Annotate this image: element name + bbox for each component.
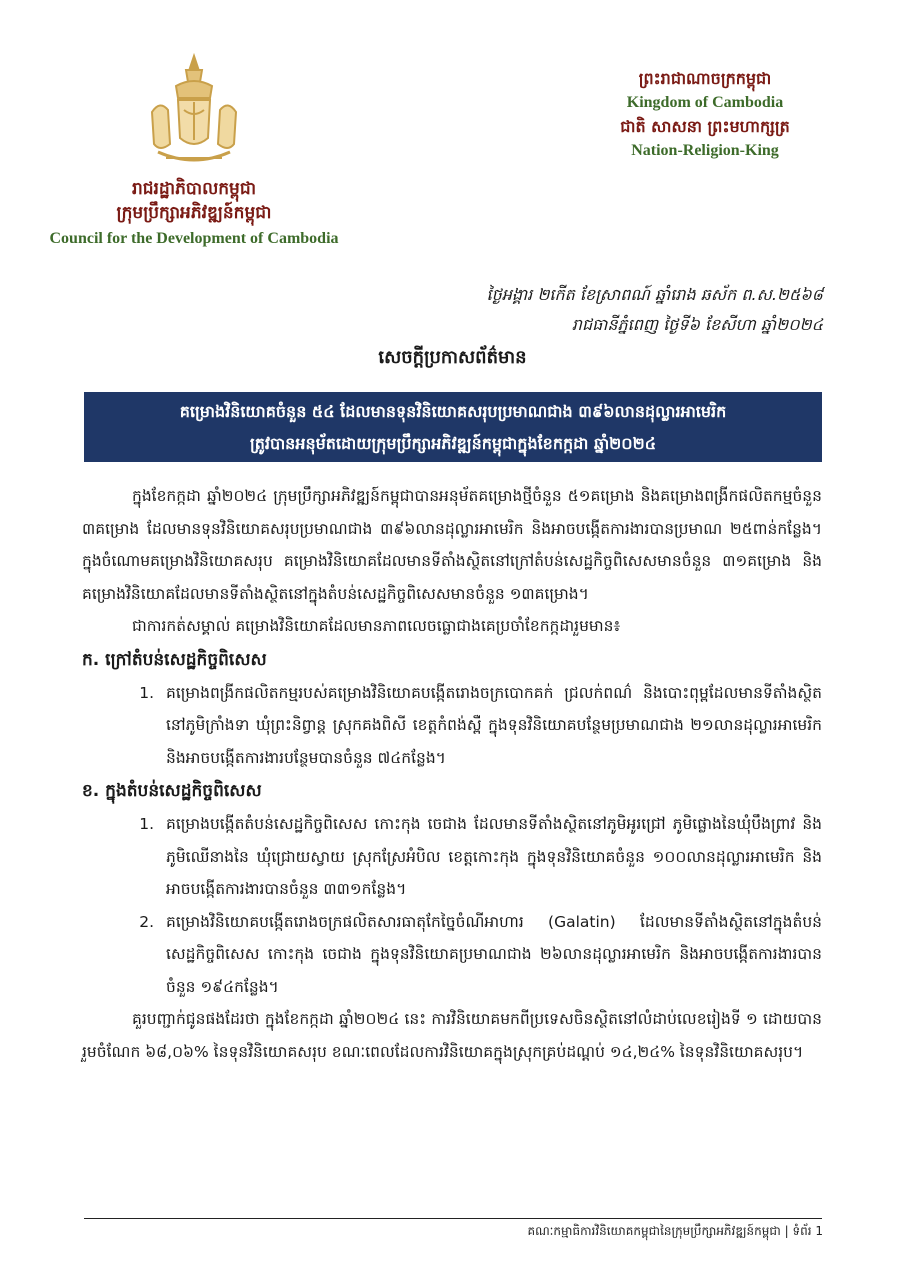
government-name-km: រាជរដ្ឋាភិបាលកម្ពុជា: [131, 179, 257, 199]
list-number: 2.: [139, 912, 154, 931]
headline-banner: [84, 392, 822, 462]
date-block: [487, 280, 823, 340]
kingdom-name-km: ព្រះរាជាណាចក្រកម្ពុជា: [638, 69, 772, 88]
list-item: [82, 677, 822, 775]
list-item: [82, 906, 822, 1004]
organization-header: [20, 178, 368, 250]
document-title: សេចក្តីប្រកាសព័ត៌មាន: [378, 347, 527, 368]
headline-line-1: គម្រោងវិនិយោគចំនួន ៥៤ ដែលមានទុនវិនិយោគសរុបប្រមាណជាង ៣៩៦លានដុល្លារអាមេរិក: [179, 402, 727, 421]
list-item-text: គម្រោងពង្រីកផលិតកម្មរបស់គម្រោងវិនិយោគបង្កើតរោងចក្របោកគក់ ជ្រលក់ពណ៌ និងបោះពុម្ពដែលមានទីតាំងស្ថិតនៅភូមិក្រាំងទា ឃុំព្រះនិព្វាន្ត ស្រុកគងពិសី ខេត្តកំពង់ស្ពឺ ក្នុងទុនវិនិយោគបន្ថែមប្រមាណជាង ២១លានដុល្លារអាមេរិក និងអាចបង្កើតការងារបន្ថែមបានចំនួន ៧៤កន្លែង។: [166, 683, 822, 767]
council-name-en: Council for the Development of Cambodia: [49, 230, 339, 247]
lunar-date: ថ្ងៃអង្គារ ២កើត ខែស្រាពណ៍ ឆ្នាំរោង ឆស័ក ព.ស.២៥៦៨: [486, 285, 823, 304]
headline-line-2: ត្រូវបានអនុម័តដោយក្រុមប្រឹក្សាអភិវឌ្ឍន៍កម្ពុជាក្នុងខែកក្កដា ឆ្នាំ២០២៤: [249, 434, 657, 453]
closing-paragraph: គួរបញ្ជាក់ជូនផងដែរថា ក្នុងខែកក្កដា ឆ្នាំ២០២៤ នេះ ការវិនិយោគមកពីប្រទេសចិនស្ថិតនៅលំដាប់លេខរៀងទី ១ ដោយបានរួមចំណែក ៦៨,០៦% នៃទុនវិនិយោគសរុប ខណៈពេលដែលការវិនិយោគក្នុងស្រុកគ្រប់ដណ្តប់ ១៤,២៤% នៃទុនវិនិយោគសរុប។: [82, 1010, 822, 1061]
section-heading-outside-sez: ក. ក្រៅតំបន់សេដ្ឋកិច្ចពិសេស: [82, 649, 267, 670]
intro-paragraph: ក្នុងខែកក្កដា ឆ្នាំ២០២៤ ក្រុមប្រឹក្សាអភិវឌ្ឍន៍កម្ពុជាបានអនុម័តគម្រោងថ្មីចំនួន ៥១គម្រោង និងគម្រោងពង្រីកផលិតកម្មចំនួន ៣គម្រោង ដែលមានទុនវិនិយោគសរុបប្រមាណជាង ៣៩៦លានដុល្លារអាមេរិក និងអាចបង្កើតការងារបានប្រមាណ ២៥ពាន់កន្លែង។ ក្នុងចំណោមគម្រោងវិនិយោគសរុប គម្រោងវិនិយោគដែលមានទីតាំងស្ថិតនៅក្រៅតំបន់សេដ្ឋកិច្ចពិសេសមានចំនួន ៣១គម្រោង និងគម្រោងវិនិយោគដែលមានទីតាំងស្ថិតនៅក្នុងតំបន់សេដ្ឋកិច្ចពិសេសមានចំនួន ១៣គម្រោង។: [82, 487, 822, 603]
page-footer: គណៈកម្មាធិការវិនិយោគកម្ពុជានៃក្រុមប្រឹក្សាអភិវឌ្ឍន៍កម្ពុជា | ទំព័រ 1: [527, 1224, 823, 1238]
note-paragraph: ជាការកត់សម្គាល់ គម្រោងវិនិយោគដែលមានភាពលេចធ្លោជាងគេប្រចាំខែកក្កដារួមមាន៖: [132, 617, 621, 635]
kingdom-header: [590, 68, 820, 164]
list-item-text: គម្រោងវិនិយោគបង្កើតរោងចក្រផលិតសារធាតុកែច្នៃចំណីអាហារ (Galatin) ដែលមានទីតាំងស្ថិតនៅក្នុងតំបន់សេដ្ឋកិច្ចពិសេស កោះកុង ចេជាង ក្នុងទុនវិនិយោគប្រមាណជាង ២៦លានដុល្លារអាមេរិក និងអាចបង្កើតការងារបានចំនួន ១៩៤កន្លែង។: [166, 912, 822, 996]
footer-divider: [84, 1218, 822, 1219]
motto-en: Nation-Religion-King: [631, 142, 779, 159]
royal-arms-emblem-icon: [138, 52, 250, 170]
list-item: [82, 808, 822, 906]
kingdom-name-en: Kingdom of Cambodia: [626, 94, 784, 111]
list-number: 1.: [139, 683, 154, 702]
solar-date: រាជធានីភ្នំពេញ ថ្ងៃទី៦ ខែសីហា ឆ្នាំ២០២៤: [571, 315, 823, 334]
document-body: [82, 480, 822, 1068]
list-number: 1.: [139, 815, 154, 833]
council-name-km: ក្រុមប្រឹក្សាអភិវឌ្ឍន៍កម្ពុជា: [116, 203, 272, 223]
list-item-text: គម្រោងបង្កើតតំបន់សេដ្ឋកិច្ចពិសេស កោះកុង ចេជាង ដែលមានទីតាំងស្ថិតនៅភូមិអូរជ្រៅ ភូមិផ្លោងនៃឃុំបឹងព្រាវ និងភូមិឈើនាងនៃ ឃុំជ្រោយស្វាយ ស្រុកស្រែអំបិល ខេត្តកោះកុង ក្នុងទុនវិនិយោគចំនួន ១០០លានដុល្លារអាមេរិក និងអាចបង្កើតការងារបានចំនួន ៣៣១កន្លែង។: [166, 815, 822, 898]
section-heading-inside-sez: ខ. ក្នុងតំបន់សេដ្ឋកិច្ចពិសេស: [82, 781, 262, 801]
motto-km: ជាតិ សាសនា ព្រះមហាក្សត្រ: [620, 117, 790, 136]
